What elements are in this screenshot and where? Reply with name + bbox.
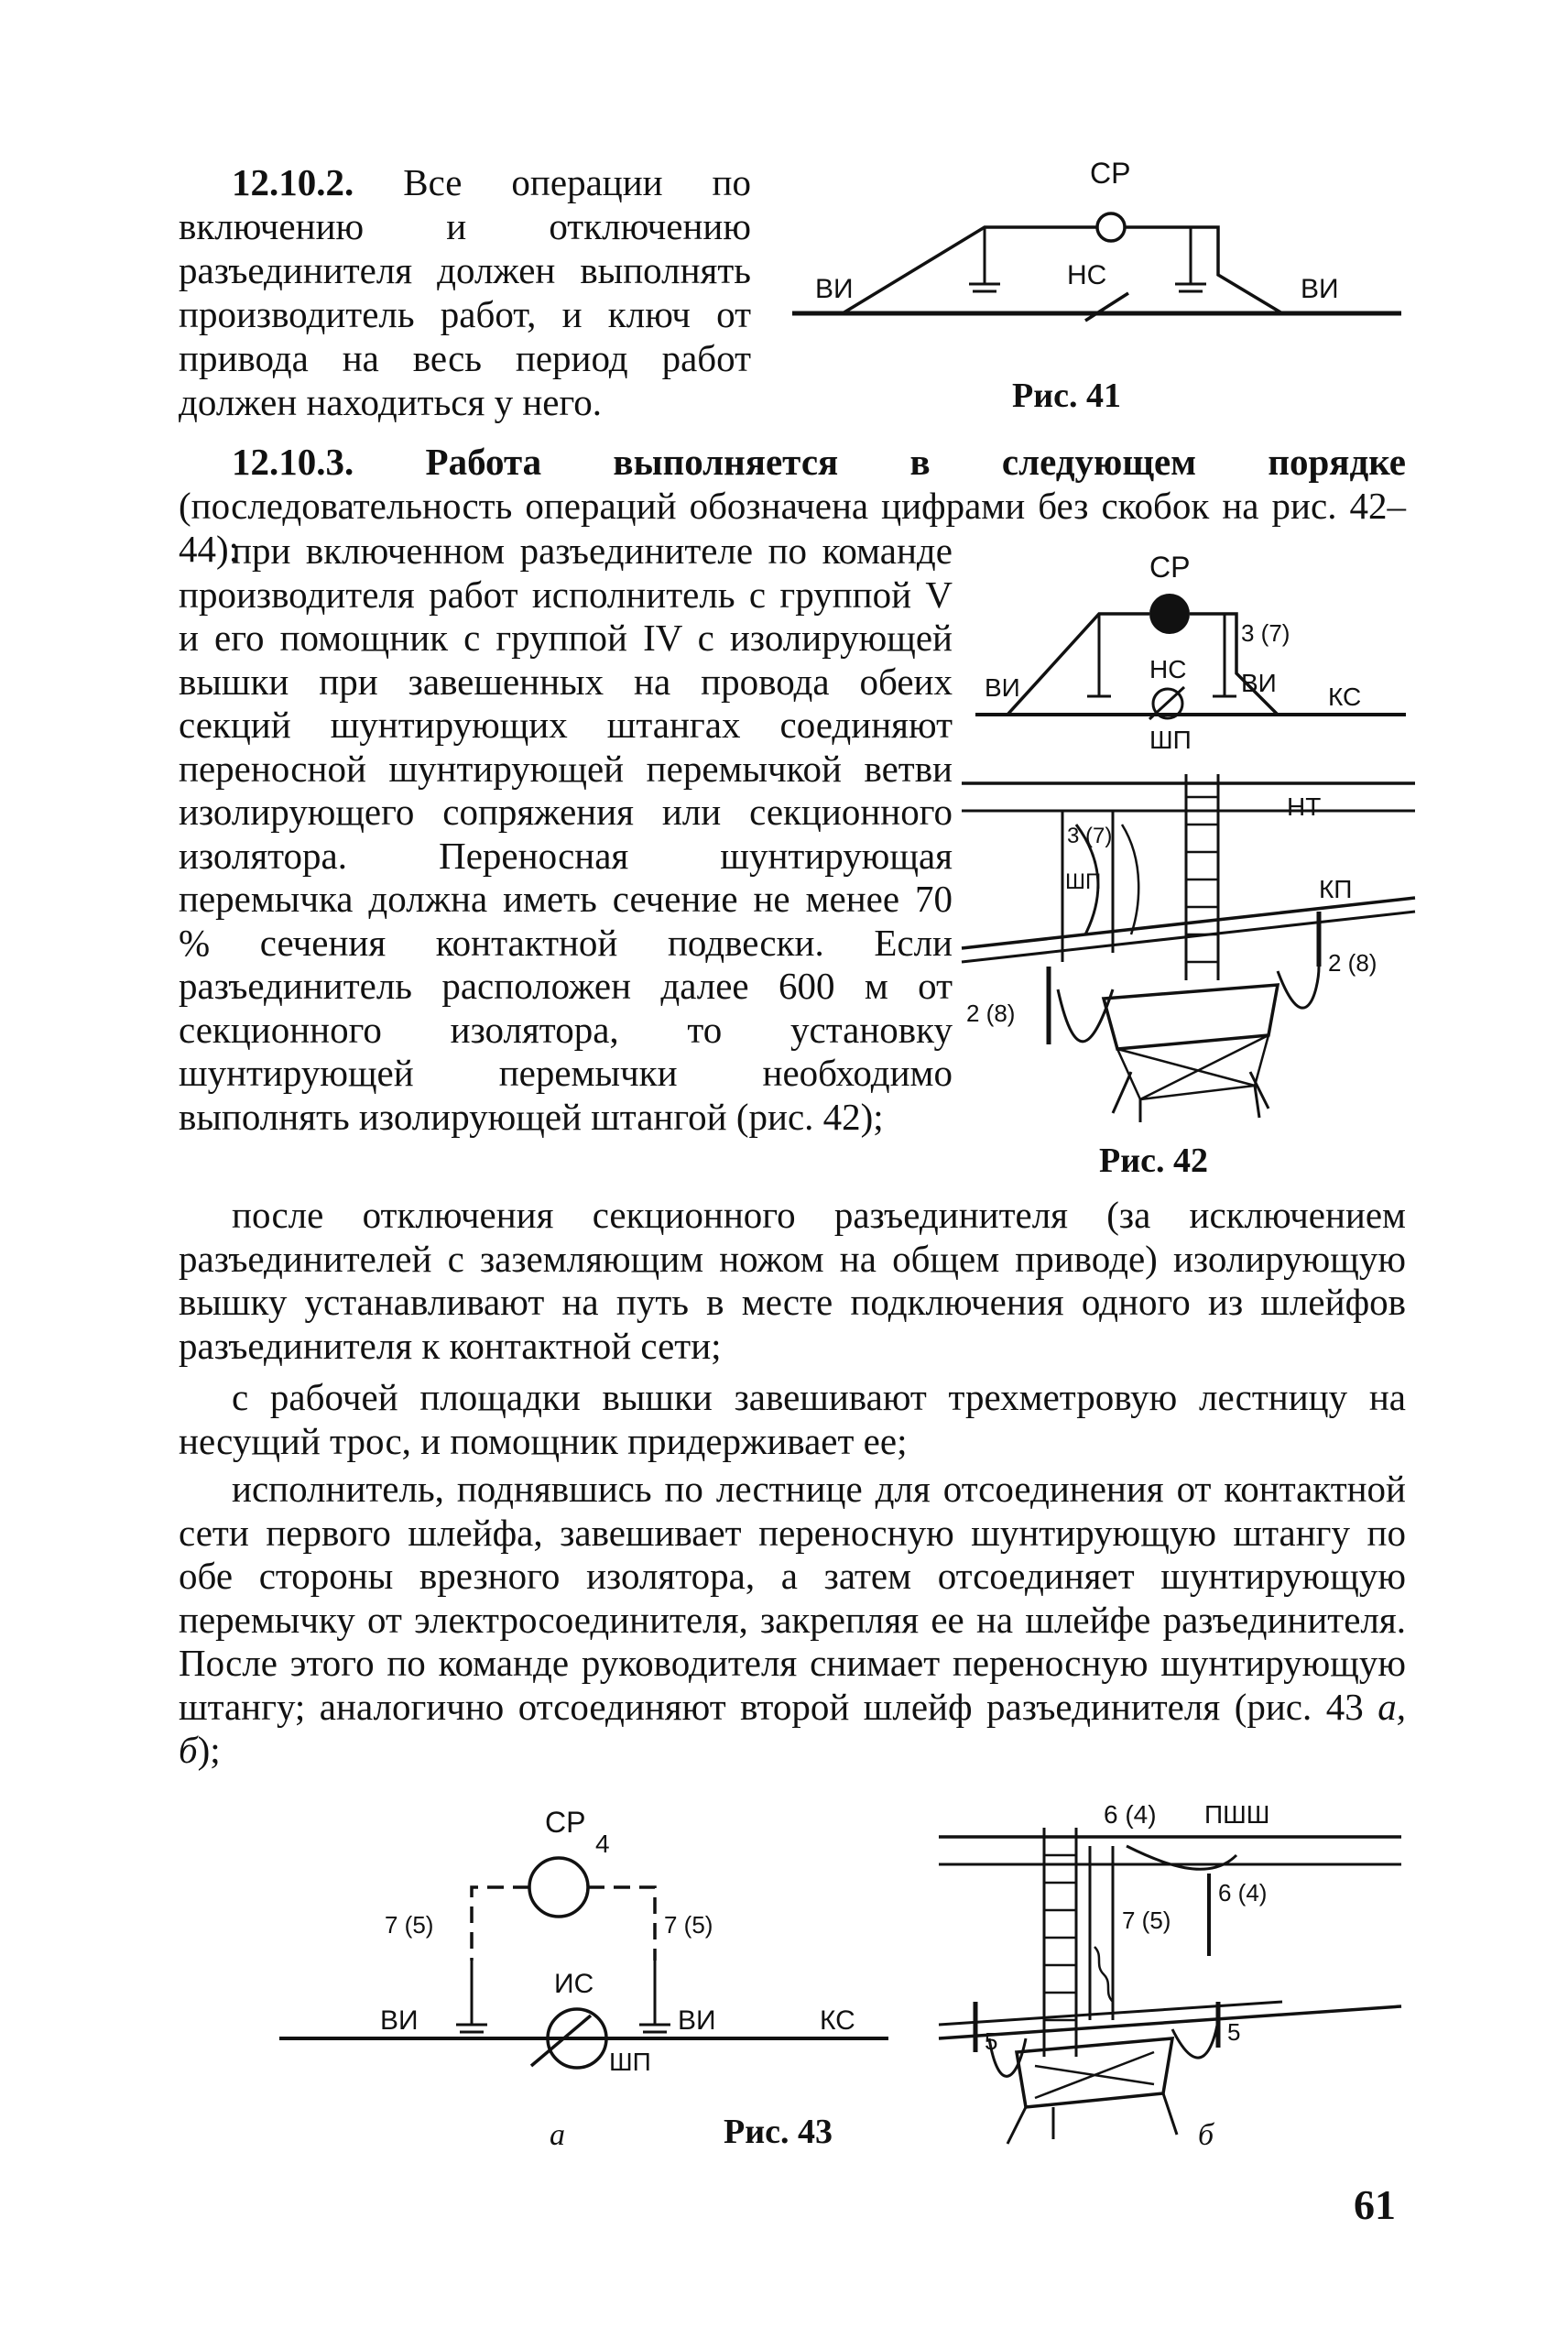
label-vi-left: ВИ (985, 673, 1020, 702)
label-ns: НС (1149, 655, 1187, 683)
label-step-5-left: 5 (985, 2027, 998, 2055)
label-step-7-right: 7 (5) (664, 1911, 713, 1939)
label-ns: НС (1067, 260, 1107, 290)
label-sr: СР (545, 1806, 586, 1839)
figure-letters: а, б (179, 1685, 1407, 1771)
label-shp: ШП (1065, 869, 1102, 894)
label-kp: КП (1319, 875, 1353, 903)
label-step-3: 3 (7) (1241, 619, 1290, 647)
label-step-3: 3 (7) (1067, 824, 1113, 848)
label-shp: ШП (1149, 726, 1192, 754)
paragraph-end: ); (197, 1729, 221, 1771)
figure-43a-label: а (550, 2118, 565, 2152)
label-vi-right: ВИ (1301, 274, 1339, 304)
figure-43a-diagram (275, 1796, 898, 2080)
label-vi-left: ВИ (815, 274, 854, 304)
label-sr: СР (1090, 157, 1131, 190)
paragraph-disconnect (179, 1194, 1406, 1368)
clause-text: Все операции по включению и отключению разъединителя должен выполнять производитель работ, и ключ от привода на весь период работ должен находиться у него. (179, 161, 751, 423)
label-vi-right: ВИ (678, 2005, 716, 2036)
paragraph-shunting (179, 530, 953, 1139)
paragraph-text: при включенном разъединителе по команде производителя работ исполнитель с группой V и его помощник с группой IV с изолирующей вышки при завешенных на провода обеих секций шунтирующих штангах соединяют переносной шунтирующей перемычкой ветви изолирующего сопряжения или секционного изолятора. Переносная шунтирующая перемычка должна иметь сечение не менее 70 % сечения контактной подвески. Если разъединитель расположен далее 600 м от секционного изолятора, то установку шунтирующей перемычки необходимо выполнять изолирующей штангой (рис. 42); (179, 530, 953, 1138)
label-step-7: 7 (5) (1122, 1906, 1171, 1934)
paragraph-ladder (179, 1376, 1406, 1463)
label-pshsh: ПШШ (1204, 1800, 1270, 1829)
label-step-5-right: 5 (1227, 2018, 1241, 2046)
label-step-2-left: 2 (8) (966, 1000, 1016, 1027)
figure-42-schematic (966, 541, 1420, 765)
figure-43-caption: Рис. 43 (724, 2113, 833, 2151)
clause-number: 12.10.3. (232, 441, 354, 483)
label-step-7-left: 7 (5) (385, 1911, 434, 1939)
paragraph-text: исполнитель, поднявшись по лестнице для отсоединения от контактной сети первого шлейфа, завешивает переносную шунтирующую штангу по обе стороны врезного изолятора, а затем отсоединяет шунтирующую перемычку от электросоединителя, закрепляя ее на шлейфе разъединителя. После этого по команде руководителя снимает переносную шунтирующую штангу; аналогично отсоединяют второй шлейф разъединителя (рис. 43 (179, 1468, 1406, 1728)
paragraph-12-10-2 (179, 160, 751, 424)
label-vi-left: ВИ (380, 2005, 419, 2036)
label-step-6-top: 6 (4) (1104, 1800, 1157, 1829)
figure-42-drawing (957, 770, 1420, 1131)
figure-41-caption: Рис. 41 (1012, 377, 1121, 415)
page-number: 61 (1354, 2181, 1396, 2228)
label-step-6-right: 6 (4) (1218, 1879, 1268, 1906)
label-shp: ШП (609, 2048, 651, 2076)
paragraph-executor (179, 1468, 1406, 1773)
label-ks: КС (820, 2005, 855, 2036)
label-step-4: 4 (595, 1830, 610, 1858)
paragraph-text: после отключения секционного разъединителя (за исключением разъединителей с заземляющим ножом на общем приводе) изолирующую вышку устанавливают на путь в месте подключения одного из шлейфов разъединителя к контактной сети; (179, 1194, 1406, 1367)
label-nt: НТ (1287, 792, 1322, 821)
figure-43b-drawing (934, 1791, 1410, 2148)
label-is: ИС (554, 1969, 594, 1999)
figure-43b-label: б (1198, 2118, 1214, 2152)
label-step-2-right: 2 (8) (1328, 949, 1377, 977)
clause-heading: Работа выполняется в следующем порядке (425, 441, 1407, 483)
figure-42-caption: Рис. 42 (1099, 1142, 1208, 1180)
figure-41-diagram (788, 156, 1410, 339)
label-ks: КС (1328, 683, 1362, 711)
paragraph-text: с рабочей площадки вышки завешивают трехметровую лестницу на несущий трос, и помощник придерживает ее; (179, 1376, 1406, 1462)
clause-number: 12.10.2. (232, 161, 354, 203)
label-sr: СР (1149, 551, 1191, 584)
clause-text: (последовательность операций обозначена цифрами без скобок на рис. 42–44): (179, 484, 1406, 570)
label-vi-right: ВИ (1241, 669, 1277, 697)
